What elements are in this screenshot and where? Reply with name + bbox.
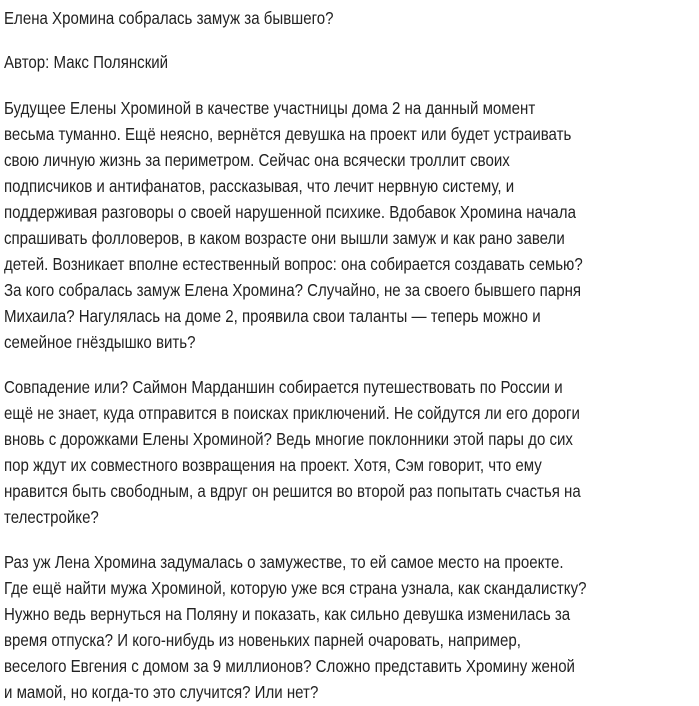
paragraph-line: телестройке? xyxy=(4,507,99,527)
paragraph-line: Будущее Елены Хроминой в качестве участницы дома 2 на данный момент xyxy=(4,98,536,118)
paragraph-line: ещё не знает, куда отправится в поисках приключений. Не сойдутся ли его дороги xyxy=(4,403,580,423)
paragraph-line: вновь с дорожками Елены Хроминой? Ведь многие поклонники этой пары до сих xyxy=(4,429,573,449)
paragraph-line: Где ещё найти мужа Хроминой, которую уже вся страна узнала, как скандалистку? xyxy=(4,578,587,598)
paragraph-line: Раз уж Лена Хромина задумалась о замужестве, то ей самое место на проекте. xyxy=(4,552,564,572)
article-title: Елена Хромина собралась замуж за бывшего? xyxy=(4,8,334,28)
paragraph-line: спрашивать фолловеров, в каком возрасте они вышли замуж и как рано завели xyxy=(4,228,565,248)
article-author: Автор: Макс Полянский xyxy=(4,52,169,72)
paragraph-line: Совпадение или? Саймон Марданшин собирается путешествовать по России и xyxy=(4,377,563,397)
paragraph-line: время отпуска? И кого-нибудь из новеньких парней очаровать, например, xyxy=(4,630,521,650)
paragraph-line: веселого Евгения с домом за 9 миллионов? Сложно представить Хромину женой xyxy=(4,656,575,676)
paragraph-line: За кого собралась замуж Елена Хромина? Случайно, не за своего бывшего парня xyxy=(4,280,582,300)
paragraph-line: и мамой, но когда-то это случится? Или нет? xyxy=(4,682,319,702)
paragraph-line: весьма туманно. Ещё неясно, вернётся девушка на проект или будет устраивать xyxy=(4,124,572,144)
paragraph-line: семейное гнёздышко вить? xyxy=(4,332,196,352)
paragraph-line: детей. Возникает вполне естественный вопрос: она собирается создавать семью? xyxy=(4,254,583,274)
paragraph-line: поддерживая разговоры о своей нарушенной психике. Вдобавок Хромина начала xyxy=(4,202,576,222)
paragraph-line: Михаила? Нагулялась на доме 2, проявила свои таланты — теперь можно и xyxy=(4,306,541,326)
paragraph-line: пор ждут их совместного возвращения на проект. Хотя, Сэм говорит, что ему xyxy=(4,455,542,475)
paragraph-line: нравится быть свободным, а вдруг он решится во второй раз попытать счастья на xyxy=(4,481,581,501)
paragraph-line: подписчиков и антифанатов, рассказывая, что лечит нервную систему, и xyxy=(4,176,515,196)
paragraph-line: Нужно ведь вернуться на Поляну и показать, как сильно девушка изменилась за xyxy=(4,604,571,624)
paragraph-line: свою личную жизнь за периметром. Сейчас она всячески троллит своих xyxy=(4,150,510,170)
